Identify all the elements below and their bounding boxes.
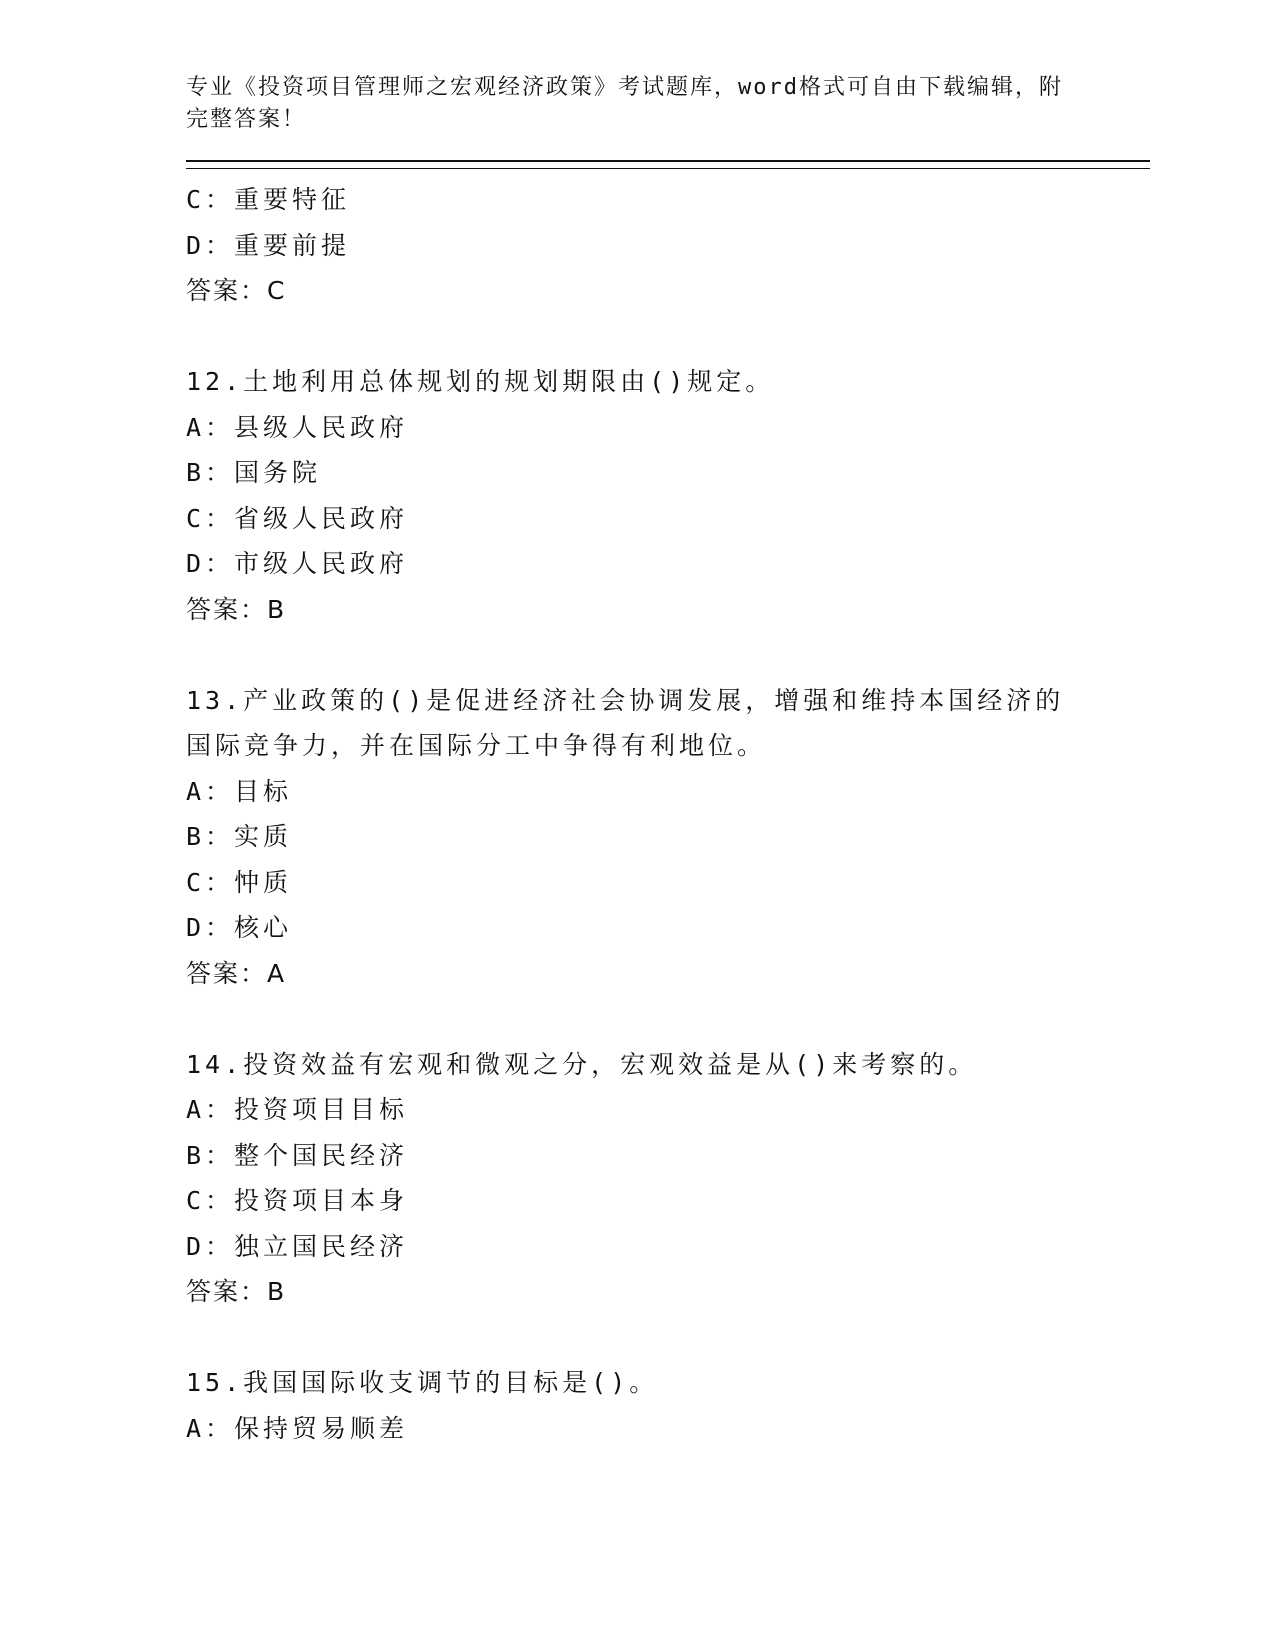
document-header: 专业《投资项目管理师之宏观经济政策》考试题库，word格式可自由下载编辑，附完整答案！ — [186, 75, 1063, 132]
question-stem-14: 14.投资效益有宏观和微观之分，宏观效益是从()来考察的。 — [186, 1049, 978, 1079]
option-d: D：市级人民政府 — [186, 549, 409, 578]
question-stem-12: 12.土地利用总体规划的规划期限由()规定。 — [186, 367, 775, 396]
spacer — [186, 996, 1150, 1042]
option-a: A：目标 — [186, 776, 293, 806]
option-a: A：保持贸易顺差 — [186, 1413, 409, 1443]
option-a: A：投资项目目标 — [186, 1095, 409, 1124]
option-b: B：国务院 — [186, 458, 322, 487]
header-divider — [186, 160, 1150, 169]
spacer — [186, 1315, 1150, 1361]
spacer — [186, 314, 1150, 360]
option-b: B：实质 — [186, 822, 293, 851]
answer-line: 答案：B — [186, 594, 287, 624]
option-c: C：重要特征 — [186, 185, 351, 214]
option-c: C：省级人民政府 — [186, 503, 409, 533]
question-stem-13: 13.产业政策的()是促进经济社会协调发展，增强和维持本国经济的国际竞争力，并在国际分工中争得有利地位。 — [186, 685, 1065, 760]
option-c: C：忡质 — [186, 867, 293, 897]
document-page — [186, 72, 1150, 1451]
option-c: C：投资项目本身 — [186, 1186, 409, 1215]
option-d: D：重要前提 — [186, 230, 351, 260]
question-stem-15: 15.我国国际收支调节的目标是()。 — [186, 1368, 659, 1397]
option-d: D：核心 — [186, 913, 293, 942]
question-list — [186, 177, 1150, 1451]
option-b: B：整个国民经济 — [186, 1140, 409, 1170]
option-d: D：独立国民经济 — [186, 1231, 409, 1261]
answer-line: 答案：C — [186, 276, 287, 305]
answer-line: 答案：B — [186, 1277, 287, 1306]
option-a: A：县级人民政府 — [186, 412, 409, 442]
answer-line: 答案：A — [186, 958, 287, 988]
spacer — [186, 632, 1150, 678]
